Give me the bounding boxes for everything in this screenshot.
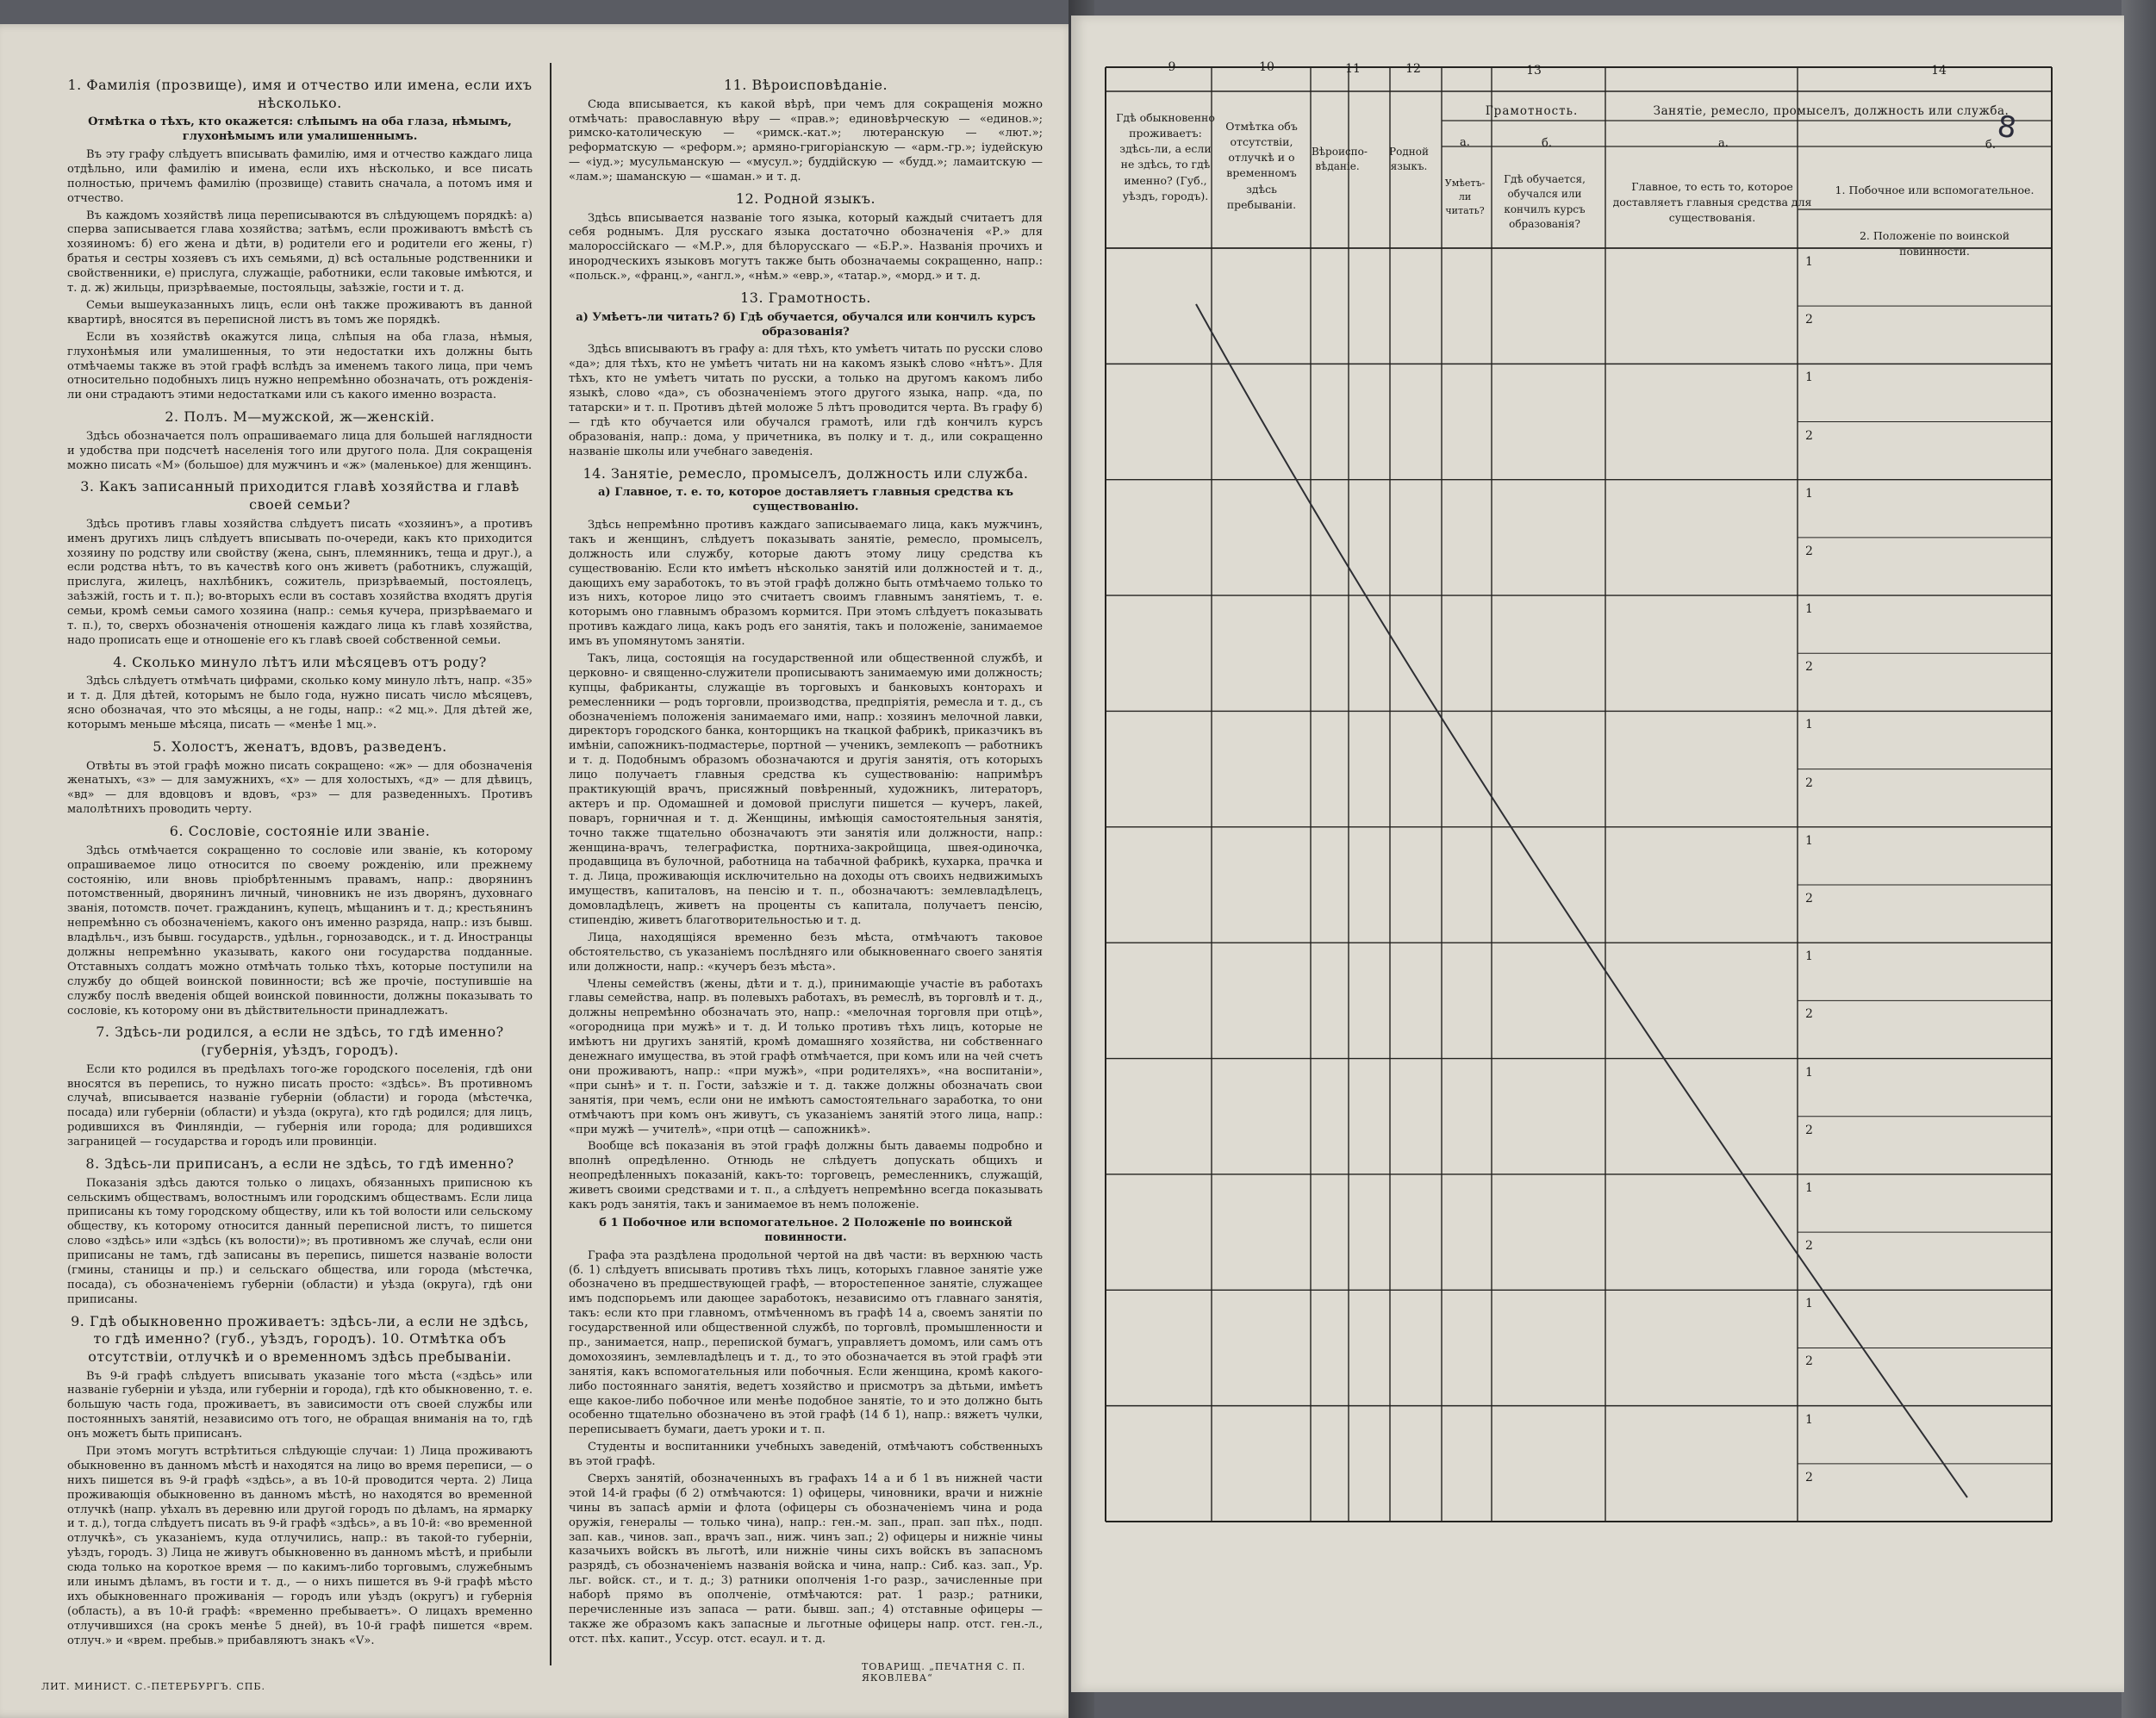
instructions-column-1: [67, 72, 533, 1651]
header-military-status: 2. Положеніе по воинской повинности.: [1859, 229, 2010, 258]
section-heading: 12. Родной языкъ.: [735, 190, 876, 207]
paragraph: Студенты и воспитанники учебныхъ заведеній, отмѣчаютъ собственныхъ въ этой графѣ.: [569, 1441, 1043, 1469]
row-sublabel-1: 1: [1805, 255, 1813, 269]
paragraph: Здѣсь отмѣчается сокращенно то сословіе или званіе, къ которому опрашиваемое лицо относится по своему рожденію, или прежнему состоянію, или вновь пріобрѣтеннымъ правамъ, напр.: дворянинъ потомственный, дворянинъ личный, чиновникъ не изъ дворянъ, духовнаго званія, потомств. почет. гражданинъ, купецъ, мѣщанинъ и т. д.; крестьянинъ непремѣнно съ обозначеніемъ, какого онъ именно разряда, напр.: изъ бывш. владѣльч., изъ бывш. государств., удѣльн., горнозаводск., и т. д. Иностранцы должны непремѣнно указывать, какого они государства подданные. Отставныхъ солдатъ можно отмѣчать только тѣхъ, которые поступили на службу до общей воинской повинности; всѣ же прочіе, поступившіе на службу послѣ введенія общей воинской повинности, должны показывать то сословіе, къ которому они въ дѣйствительности принадлежатъ.: [67, 843, 533, 1018]
header-literacy: Грамотность.: [1485, 104, 1579, 118]
header-13a-letter: а.: [1460, 136, 1470, 149]
col-number-14: 14: [1931, 64, 1947, 78]
section-subheading: б 1 Побочное или вспомогательное. 2 Положеніе по воинской повинности.: [599, 1216, 1013, 1244]
section-heading: 3. Какъ записанный приходится главѣ хозяйства и главѣ своей семьи?: [80, 478, 520, 514]
paragraph: Сверхъ занятій, обозначенныхъ въ графахъ 14 а и б 1 въ нижней части этой 14-й графы (б 2) отмѣчаются: 1) офицеры, чиновники, врачи и нижніе чины въ запасѣ арміи и флота (офицеры съ обозначеніемъ чина и рода оружія, генералы — только чина), напр.: ген.-м. зап., прап. зап пѣх., подп. зап. кав., чинов. зап., врачъ зап., ниж. чинъ зап.; 2) офицеры и нижніе чины казачьихъ войскъ въ льготѣ, или нижніе чины сихъ войскъ въ запасномъ разрядѣ, съ обозначеніемъ названія войска и чина, напр.: Сиб. каз. зап., Ур. льг. войск. ст., и т. д.; 3) ратники ополченія 1-го разр., зачисленные при наборѣ прямо въ ополченіе, отмѣчаются: рат. 1 разр.; ратники, перечисленные изъ запаса — рати. бывш. зап.; 4) отставные офицеры — также же образомъ какъ запасные и льготные офицеры напр. отст. ген.-л., отст. пѣх. капит., Уссур. отст. есаул. и т. д.: [569, 1472, 1043, 1646]
paragraph: Графа эта раздѣлена продольной чертой на двѣ части: въ верхнюю часть (б. 1) слѣдуетъ вписывать противъ тѣхъ лицъ, которыхъ главное занятіе уже обозначено въ предшествующей графѣ, — второстепенное занятіе, служащее имъ подспорьемъ или дающее заработокъ, независимо отъ главнаго занятія, такъ: если кто при главномъ, отмѣченномъ въ графѣ 14 а, своемъ занятіи по государственной или общественной службѣ, по торговлѣ, промышленности и пр., занимается, напр., перепиской бумагъ, управляетъ домомъ, или самъ отъ домохозяинъ, землевладѣлецъ и т. д., то это обозначается въ этой графѣ эти занятія, какъ вспомогательныя или побочныя. Если женщина, кромѣ какого-либо постояннаго занятія, ведетъ хозяйство и присмотръ за дѣтьми, имѣетъ еще какое-либо побочное или менѣе подобное занятіе, то и это должно быть особенно тщательно обозначено въ этой графѣ (14 б 1), напр.: вяжетъ чулки, переписываетъ бумаги, даетъ уроки и т. п.: [569, 1248, 1043, 1437]
header-education: Гдѣ обучается, обучался или кончилъ курсъ образованія?: [1504, 173, 1586, 231]
paragraph: Отвѣты въ этой графѣ можно писать сокращено: «ж» — для обозначенія женатыхъ, «з» — для замужнихъ, «х» — для холостыхъ, «д» — для дѣвицъ, «вд» — для вдовцовъ и вдовъ, «рз» — для разведенныхъ. Противъ малолѣтнихъ проводить черту.: [67, 759, 533, 817]
row-sublabel-1: 1: [1805, 1297, 1813, 1311]
paragraph: Здѣсь непремѣнно противъ каждаго записываемаго лица, какъ мужчинъ, такъ и женщинъ, слѣдуетъ показывать занятіе, ремесло, промыселъ, должность или службу, которые даютъ этому лицу средства къ существованію. Если кто имѣетъ нѣсколько занятій или должностей и т. д., дающихъ ему заработокъ, то въ этой графѣ должно быть отмѣчаемо только то изъ нихъ, которое лицо это считаетъ своимъ главнымъ занятіемъ, т. е. которымъ оно главнымъ образомъ кормится. При этомъ слѣдуетъ показывать противъ каждаго лица, какъ родъ его занятія, такъ и положеніе, занимаемое имъ въ упомянутомъ занятіи.: [569, 518, 1043, 649]
header-secondary-occupation: 1. Побочное или вспомогательное.: [1835, 184, 2034, 196]
paragraph: Здѣсь вписываютъ въ графу а: для тѣхъ, кто умѣетъ читать по русски слово «да»; для тѣхъ, кто не умѣетъ читать ни на какомъ языкѣ слово «нѣтъ». Для тѣхъ, кто не умѣетъ читать по русски, а только на другомъ какомъ либо языкѣ, слово «да», съ обозначеніемъ этого другого языка, напр. «да, по татарски» и т. п. Противъ дѣтей моложе 5 лѣтъ проводится черта. Въ графу б) — гдѣ кто обучается или обучался грамотѣ, или гдѣ кончилъ курсъ образованія, напр.: дома, у причетника, въ полку и т. д., или сокращенно названіе школы или учебнаго заведенія.: [569, 343, 1043, 458]
background-edge: [2122, 0, 2156, 1718]
section-heading: 2. Полъ. М—мужской, ж—женскій.: [165, 408, 435, 426]
header-native-language: Родной языкъ.: [1389, 146, 1429, 173]
paragraph: Члены семействъ (жены, дѣти и т. д.), принимающіе участіе въ работахъ главы семейства, напр. въ полевыхъ работахъ, въ ремеслѣ, въ торговлѣ и т. д., должны непремѣнно обозначать это, напр.: «мелочная торговля при отцѣ», «огородница при мужѣ» и т. д. И только противъ тѣхъ лицъ, которые не имѣютъ ни другихъ занятій, кромѣ домашняго хозяйства, ни собственнаго денежнаго имущества, въ этой графѣ отмѣчается, при комъ или на чей счетъ они проживаютъ, напр.: «при мужѣ», «при родителяхъ», «на воспитаніи», «при сынѣ» и т. п. Гости, заѣзжіе и т. д. также должны обозначать свои занятія, при чемъ, если они не имѣютъ самостоятельнаго заработка, то они отмѣчаютъ при комъ онъ живутъ, съ указаніемъ занятій этого лица, напр.: «при мужѣ — учителѣ», «при отцѣ — сапожникѣ».: [569, 977, 1043, 1136]
paragraph: Если кто родился въ предѣлахъ того-же городского поселенія, гдѣ они вносятся въ перепись, то нужно писать просто: «здѣсь». Въ противномъ случаѣ, вписывается названіе губерніи (области) и города (мѣстечка, посада) или губерніи (области) и уѣзда (округа), кто гдѣ родился; для лицъ, родившихся въ Финляндіи, — губернія или города; для родившихся заграницей — государства и городъ или провинціи.: [67, 1062, 533, 1149]
col-number-12: 12: [1405, 62, 1421, 76]
row-sublabel-1: 1: [1805, 370, 1813, 385]
section-heading: 4. Сколько минуло лѣтъ или мѣсяцевъ отъ роду?: [113, 653, 487, 670]
section-heading: 9. Гдѣ обыкновенно проживаетъ: здѣсь-ли, а если не здѣсь, то гдѣ именно? (губ., уѣздъ, городъ). 10. Отмѣтка объ отсутствіи, отлучкѣ и о временномъ здѣсь пребываніи.: [71, 1312, 529, 1365]
paragraph: Показанія здѣсь даются только о лицахъ, обязанныхъ приписною къ сельскимъ обществамъ, волостнымъ или городскимъ обществамъ. Если лица приписаны къ тому городскому обществу, или къ той волости или сельскому обществу, къ которому относится данный переписной листъ, то пишется слово «здѣсь» или «здѣсь (къ волости)»; въ противномъ же случаѣ, если они приписаны не тамъ, гдѣ записаны въ перепись, пишется названіе волости (гмины, станицы и пр.) и сельскаго общества, или города (мѣстечка, посада), съ обозначеніемъ губерніи (области) и уѣзда (округа), гдѣ они приписаны.: [67, 1176, 533, 1306]
header-absence: Отмѣтка объ отсутствіи, отлучкѣ и о временномъ здѣсь пребываніи.: [1225, 120, 1298, 211]
section-subheading: Отмѣтка о тѣхъ, кто окажется: слѣпымъ на оба глаза, нѣмымъ, глухонѣмымъ или умалишеннымъ.: [88, 115, 512, 144]
header-14a-letter: а.: [1718, 137, 1729, 150]
paragraph: Здѣсь вписывается названіе того языка, который каждый считаетъ для себя роднымъ. Для русскаго языка достаточно обозначенія «Р.» для малороссійскаго — «М.Р.», для бѣлорусскаго — «Б.Р.». Названія прочихъ и инородческихъ языковъ могутъ также быть обозначаемы сокращенно, напр.: «польск.», «франц.», «англ.», «нѣм.» «евр.», «татар.», «морд.» и т. д.: [569, 211, 1043, 283]
section-heading: 6. Сословіе, состояніе или званіе.: [169, 823, 431, 840]
row-sublabel-2: 2: [1805, 1354, 1813, 1369]
header-can-read: Умѣетъ-ли читать?: [1444, 177, 1486, 216]
left-page: [0, 24, 1075, 1718]
paragraph: Лица, находящіяся временно безъ мѣста, отмѣчаютъ таковое обстоятельство, съ указаніемъ послѣдняго или обыкновеннаго своего занятія или должности, напр.: «кучеръ безъ мѣста».: [569, 931, 1043, 974]
paragraph: Въ каждомъ хозяйствѣ лица переписываются въ слѣдующемъ порядкѣ: а) сперва записывается глава хозяйства; затѣмъ, если проживаютъ вмѣстѣ съ хозяиномъ: б) его жена и дѣти, в) родители его и родители его жены, г) братья и сестры хозяевъ съ ихъ семьями, д) всѣ остальные родственники и свойственники, е) прислуга, служащіе, работники, если таковые имѣются, и т. д. ж) жильцы, призрѣваемые, постояльцы, заѣзжіе, гости и т. д.: [67, 209, 533, 296]
header-occupation: Занятіе, ремесло, промыселъ, должность или служба.: [1653, 104, 2010, 118]
paragraph: Въ эту графу слѣдуетъ вписывать фамилію, имя и отчество каждаго лица отдѣльно, или фамилію и имена, если ихъ нѣсколько, и все писать полностью, причемъ фамилію (прозвище) ставить сначала, а потомъ имя и отчество.: [67, 148, 533, 205]
column-divider: [550, 63, 551, 1665]
section-heading: 14. Занятіе, ремесло, промыселъ, должность или служба.: [583, 464, 1029, 482]
paragraph: Здѣсь слѣдуетъ отмѣчать цифрами, сколько кому минуло лѣтъ, напр. «35» и т. д. Для дѣтей, которымъ не было года, нужно писать число мѣсяцевъ, ясно обозначая, что это мѣсяцы, а не годы, напр.: «2 мц.». Для дѣтей же, которымъ меньше мѣсяца, писать — «менѣе 1 мц.».: [67, 675, 533, 732]
row-sublabel-1: 1: [1805, 602, 1813, 617]
section-heading: 5. Холостъ, женатъ, вдовъ, разведенъ.: [153, 738, 447, 755]
paragraph: Здѣсь противъ главы хозяйства слѣдуетъ писать «хозяинъ», а противъ именъ другихъ лицъ слѣдуетъ вписывать по-очереди, какъ кто приходится хозяину по родству или свойству (жена, сынъ, племянникъ, теща и друг.), а если родства нѣтъ, то въ качествѣ кого онъ живетъ (работникъ, служащій, прислуга, жилецъ, нахлѣбникъ, сожитель, призрѣваемый, постоялецъ, заѣзжій, гость и т. п.); во-вторыхъ если въ составъ хозяйства входятъ другія семьи, кромѣ семьи самого хозяина (напр.: семья кучера, призрѣваемаго и т. п.), то, сверхъ обозначенія отношенія каждаго лица къ главѣ хозяйства, надо прописать еще и отношеніе его къ главѣ своей собственной семьи.: [67, 517, 533, 647]
row-sublabel-2: 2: [1805, 660, 1813, 675]
col-number-13: 13: [1526, 64, 1542, 78]
row-sublabel-1: 1: [1805, 833, 1813, 848]
row-sublabel-1: 1: [1805, 1065, 1813, 1080]
paragraph: При этомъ могутъ встрѣтиться слѣдующіе случаи: 1) Лица проживаютъ обыкновенно въ данномъ мѣстѣ и находятся на лицо во время переписи, — о нихъ пишется въ 9-й графѣ «здѣсь», а въ 10-й проводится черта. 2) Лица проживающія обыкновенно въ данномъ мѣстѣ, но находятся во временной отлучкѣ (напр. уѣхалъ въ деревню или другой городъ по дѣламъ, на ярмарку и т. д.), тогда слѣдуетъ писать въ 9-й графѣ «здѣсь», а въ 10-й: «во временной отлучкѣ», съ указаніемъ, куда отлучились, напр.: въ такой-то губерніи, уѣздъ, городъ. 3) Лица не живутъ обыкновенно въ данномъ мѣстѣ, и прибыли сюда только на короткое время — по какимъ-либо торговымъ, служебнымъ или инымъ дѣламъ, въ гости и т. д., — о нихъ пишется въ 9-й графѣ мѣсто ихъ обыкновеннаго проживанія — городъ или уѣздъ (округъ) и губернія (область), а въ 10-й графѣ: «временно пребываетъ». О лицахъ временно отлучившихся (на срокъ менѣе 5 дней), въ 10-й графѣ пишется «врем. отлуч.» и «врем. пребыв.» прибавляютъ знакъ «V».: [67, 1444, 533, 1647]
row-sublabel-2: 2: [1805, 1123, 1813, 1137]
section-subheading: а) Умѣетъ-ли читать? б) Гдѣ обучается, обучался или кончилъ курсъ образованія?: [576, 310, 1036, 339]
section-heading: 11. Вѣроисповѣданіе.: [723, 77, 888, 93]
printer-imprint-right: ТОВАРИЩ. „ПЕЧАТНЯ С. П. ЯКОВЛЕВА“: [862, 1661, 1026, 1684]
printer-imprint-left: ЛИТ. МИНИСТ. С.-ПЕТЕРБУРГЪ. СПБ.: [41, 1681, 265, 1692]
header-main-occupation: Главное, то есть то, которое доставляетъ главныя средства для существованія.: [1612, 180, 1812, 225]
header-14b-letter: б.: [1985, 139, 1996, 152]
section-heading: 8. Здѣсь-ли приписанъ, а если не здѣсь, то гдѣ именно?: [85, 1155, 514, 1173]
instructions-column-2: [569, 72, 1043, 1650]
paragraph: Вообще всѣ показанія въ этой графѣ должны быть даваемы подробно и вполнѣ опредѣленно. Отнюдь не слѣдуетъ допускать общихъ и неопредѣленныхъ показаній, какъ-то: торговецъ, ремесленникъ, служащій, живетъ своими средствами и т. п., а слѣдуетъ непремѣнно всегда показывать какъ родъ занятія, такъ и занимаемое въ немъ положеніе.: [569, 1140, 1043, 1211]
section-heading: 13. Грамотность.: [740, 289, 871, 307]
handwritten-page-number: 8: [1995, 109, 2019, 146]
row-sublabel-2: 2: [1805, 892, 1813, 906]
row-sublabel-1: 1: [1805, 1180, 1813, 1195]
section-heading: 1. Фамилія (прозвище), имя и отчество или имена, если ихъ нѣсколько.: [67, 77, 533, 111]
row-sublabel-2: 2: [1805, 775, 1813, 790]
header-residence: Гдѣ обыкновенно проживаетъ: здѣсь-ли, а если не здѣсь, то гдѣ именно? (Губ., уѣздъ, городъ).: [1116, 111, 1215, 202]
census-form-table: [1071, 16, 2124, 1692]
row-sublabel-1: 1: [1805, 718, 1813, 732]
row-sublabel-1: 1: [1805, 486, 1813, 501]
row-sublabel-2: 2: [1805, 1239, 1813, 1254]
paragraph: Семьи вышеуказанныхъ лицъ, если онѣ также проживаютъ въ данной квартирѣ, вносятся въ переписной листъ въ томъ же порядкѣ.: [67, 298, 533, 327]
col-number-11: 11: [1345, 62, 1361, 76]
paragraph: Если въ хозяйствѣ окажутся лица, слѣпыя на оба глаза, нѣмыя, глухонѣмыя или умалишенныя, то эти недостатки ихъ должны быть отмѣчаемы также въ этой графѣ вслѣдъ за именемъ такого лица, при чемъ относительно подобныхъ лицъ нужно непремѣнно обозначать, отъ рожденія-ли они страдаютъ этими недостатками или съ какого именно возраста.: [67, 330, 533, 402]
col-number-9: 9: [1168, 60, 1176, 74]
header-13b-letter: б.: [1542, 137, 1552, 150]
paragraph: Въ 9-й графѣ слѣдуетъ вписывать указаніе того мѣста («здѣсь» или названіе губерніи и уѣзда, или губерніи и города), гдѣ кто обыкновенно, т. е. большую часть года, проживаетъ, въ зависимости отъ своей службы или постоянныхъ занятій, независимо отъ того, не обращая вниманія на то, гдѣ онъ можетъ быть приписанъ.: [67, 1369, 533, 1441]
row-sublabel-1: 1: [1805, 949, 1813, 964]
header-religion: Вѣроиспо-вѣданіе.: [1312, 146, 1368, 173]
row-sublabel-2: 2: [1805, 1470, 1813, 1485]
section-heading: 7. Здѣсь-ли родился, а если не здѣсь, то гдѣ именно? (губернія, уѣздъ, городъ).: [96, 1024, 504, 1059]
section-subheading: а) Главное, т. е. то, которое доставляетъ главныя средства къ существованію.: [597, 486, 1014, 514]
paragraph: Здѣсь обозначается полъ опрашиваемаго лица для большей наглядности и удобства при подсчетѣ населенія того или другого пола. Для сокращенія можно писать «М» (большое) для мужчинъ и «ж» (маленькое) для женщинъ.: [67, 429, 533, 472]
diagonal-strike-line: [1196, 304, 1967, 1497]
row-sublabel-2: 2: [1805, 1007, 1813, 1022]
row-sublabel-1: 1: [1805, 1412, 1813, 1427]
row-sublabel-2: 2: [1805, 544, 1813, 558]
paragraph: Такъ, лица, состоящія на государственной или общественной службѣ, и церковно- и священно-служители прописываютъ занимаемую ими должность; купцы, фабриканты, служащіе въ торговыхъ и банковыхъ конторахъ и ремесленники — родъ торговли, производства, предпріятія, ремесла и т. д., съ обозначеніемъ положенія занимаемаго ими, напр.: хозяинъ мелочной лавки, директоръ городского банка, конторщикъ на ткацкой фабрикѣ, приказчикъ въ имѣніи, сапожникъ-подмастерье, портной — ученикъ, землекопъ — работникъ и т. д. Подобнымъ образомъ обозначаются и другія занятія, отъ которыхъ лицо получаетъ главныя средства къ существованію: напримѣръ практикующій врачъ, присяжный повѣренный, художникъ, литераторъ, актеръ и пр. Одомашней и домовой прислуги пишется — кучеръ, лакей, поваръ, горничная и т. д. Женщины, имѣющія самостоятельныя занятія, точно также тщательно обозначаютъ эти занятія или должности, напр.: женщина-врачъ, телеграфистка, портниха-закройщица, швея-одиночка, продавщица въ булочной, работница на табачной фабрикѣ, кухарка, прачка и т. д. Лица, проживающія исключительно на доходы отъ своихъ недвижимыхъ имуществъ, капиталовъ, на пенсію и т. п., обозначаютъ: землевладѣлецъ, домовладѣлецъ, живетъ на проценты съ капитала, получаетъ пенсію, стипендію, живетъ благотворительностью и т. д.: [569, 652, 1043, 928]
row-sublabel-2: 2: [1805, 313, 1813, 327]
row-sublabel-2: 2: [1805, 428, 1813, 443]
paragraph: Сюда вписывается, къ какой вѣрѣ, при чемъ для сокращенія можно отмѣчать: православную вѣру — «прав.»; единовѣрческую — «единов.»; римско-католическую — «римск.-кат.»; лютеранскую — «лют.»; реформатскую — «реформ.»; армяно-григоріанскую — «арм.-гр.»; іудейскую — «іуд.»; мусульманскую — «мусул.»; буддійскую — «будд.»; ламаитскую — «лам.»; шаманскую — «шаман.» и т. д.: [569, 97, 1043, 184]
col-number-10: 10: [1259, 60, 1274, 74]
